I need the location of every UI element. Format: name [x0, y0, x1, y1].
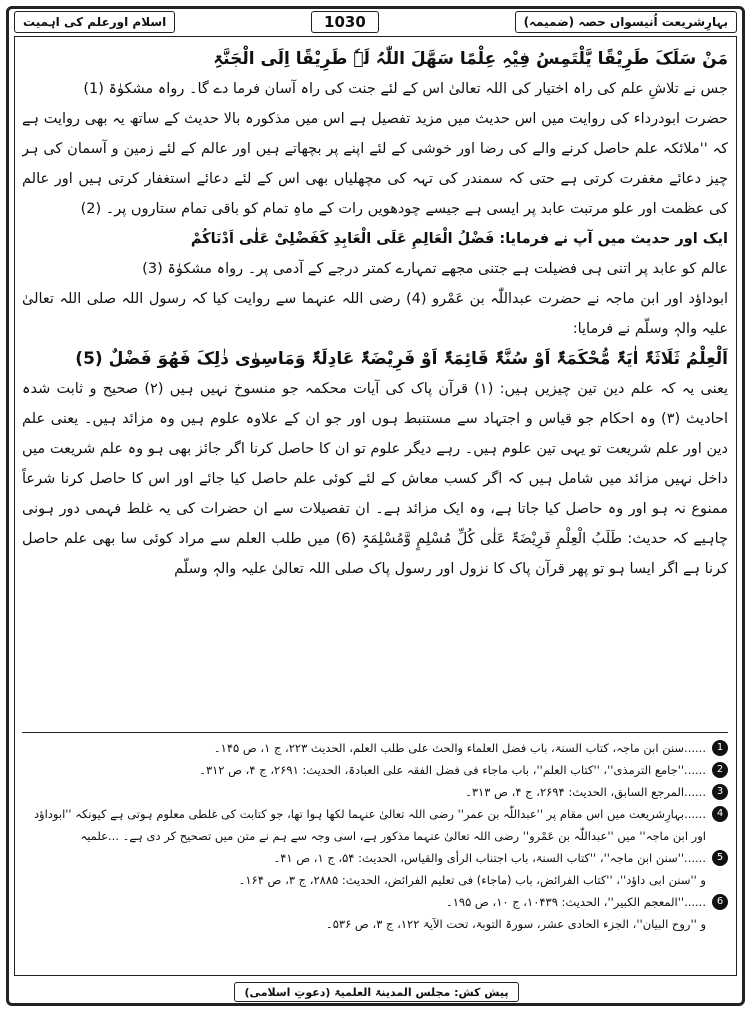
footnote-text: و ''سنن ابی داؤد''، ''کتاب الفرائض، باب (ماجاء) فی تعلیم الفرائض، الحدیث: ۲۸۸۵، ج ۳، ص ۱۶۴۔	[238, 873, 706, 887]
footnotes	[22, 737, 728, 969]
translation-1: جس نے تلاشِ علم کی راہ اختیار کی اللہ تعالیٰ اس کے لئے جنت کی راہ آسان فرما دے گا۔ رواہ مشکوٰۃ (1)	[83, 81, 728, 97]
footnote-text: ......''المعجم الکبیر''، الحدیث: ۱۰۴۳۹، ج ۱۰، ص ۱۹۵۔	[445, 895, 706, 909]
footnote-number: 1	[712, 740, 728, 756]
footnote	[22, 737, 728, 759]
footnote-divider	[22, 732, 728, 733]
paragraph-ibn-majah: ابوداؤد اور ابن ماجہ نے حضرت عبداللّٰہ بن عَمْرو (4) رضی اللہ عنہما سے روایت کیا کہ رسول اللہ صلی اللہ تعالیٰ علیہ والہٖ وسلّم نے فرمایا:	[22, 291, 728, 337]
footnote-number: 2	[712, 762, 728, 778]
footnote-number: 3	[712, 784, 728, 800]
footnote-number: 4	[712, 806, 728, 822]
main-text	[22, 44, 728, 729]
page-footer	[0, 982, 753, 1002]
footnote	[22, 803, 728, 847]
footnote	[22, 847, 728, 869]
footnote-number: 5	[712, 850, 728, 866]
footnote-number: 6	[712, 894, 728, 910]
footnote-text: ......''سنن ابن ماجہ''، ''کتاب السنۃ، باب اجتناب الرأی والقیاس، الحدیث: ۵۴، ج ۱، ص ۴۱۔	[273, 851, 706, 865]
footnote-text: ......سنن ابن ماجہ، کتاب السنۃ، باب فضل العلماء والحث علی طلب العلم، الحدیث ۲۲۳، ج ۱، ص ۱۴۵۔	[213, 741, 706, 755]
translation-2: عالم کو عابد پر اتنی ہی فضیلت ہے جتنی مجھے تمہارے کمتر درجے کے آدمی پر۔ رواہ مشکوٰۃ (3)	[142, 261, 728, 277]
footnote-text: و ''روح البیان''، الجزء الحادی عشر، سورۃ التوبۃ، تحت الآیۃ ۱۲۲، ج ۳، ص ۵۳۶۔	[325, 917, 706, 931]
explanation-paragraph: یعنی یہ کہ علم دین تین چیزیں ہیں: (۱) قرآن پاک کی آیات محکمہ جو منسوخ نہیں ہیں (۲) صحیح و ثابت شدہ احادیث (۳) وہ احکام جو قیاس و اجتہاد سے مستنبط ہوں اور جو ان کے علاوہ علوم ہیں وہ مزائد ہیں۔ یعنی علم دین اور علم شریعت تو یہی تین علوم ہیں۔ رہے دیگر علوم تو ان کا حاصل کرنا اگر جائز بھی ہو وہ علم شریعت میں داخل نہیں مزائد میں شامل ہیں کہ اگر کسب معاش کے لئے کوئی علم حاصل کیا جائے اور اس کا حاصل کرنا شرعاً ممنوع نہ ہو اور وہ حاصل کیا جاتا ہے، وہ ایک مزائد ہے۔ ان تفصیلات سے ان حضرات کی یہ غلط فہمی دور ہونی چاہیے کہ حدیث: طَلَبُ الْعِلْمِ فَرِیْضَۃٌ عَلٰی کُلِّ مُسْلِمٍ وَّمُسْلِمَۃٍ (6) میں طلب العلم سے مراد کوئی سا بھی علم حاصل کرنا ہے اگر ایسا ہو تو پھر قرآن پاک کا نزول اور رسول پاک صلی اللہ تعالیٰ علیہ والہٖ وسلّم	[22, 381, 728, 577]
footnote	[22, 891, 728, 913]
publisher-label: پیش کش: مجلس المدینۃ العلمیۃ (دعوتِ اسلامی)	[234, 982, 520, 1002]
hadith-arabic-1: مَنْ سَلَکَ طَرِیْقًا یَّلْتَمِسُ فِیْہِ عِلْمًا سَھَّلَ اللّٰہُ لَہٗ طَرِیْقًا اِلَی الْجَنَّۃِ	[213, 49, 728, 69]
footnote-text: ......بہارِشریعت میں اس مقام پر ''عبداللّٰہ بن عمر'' رضی اللہ تعالیٰ عنہما لکھا ہوا تھا، جو کتابت کی غلطی معلوم ہوتی ہے کیونکہ ''ابوداؤد اور ابن ماجہ'' میں ''عبداللّٰہ بن عَمْرو'' رضی اللہ تعالیٰ عنہما مذکور ہے، اسی وجہ سے ہم نے متن میں تصحیح کر دی ہے۔ ...علمیہ	[33, 807, 706, 843]
footnote	[22, 759, 728, 781]
footnote-continuation	[22, 869, 728, 891]
page-number: 1030	[311, 11, 379, 33]
footnote	[22, 781, 728, 803]
book-title: بہارِشریعت اُنیسواں حصہ (ضمیمہ)	[515, 11, 737, 33]
footnote-continuation	[22, 913, 728, 935]
paragraph-abu-darda: حضرت ابودرداء کی روایت میں اس حدیث میں مزید تفصیل ہے اس میں مذکورہ بالا حدیث کے ساتھ یہ بھی روایت ہے کہ ''ملائکہ علم حاصل کرنے والے کی رضا اور خوشی کے لئے اپنے پر بچھاتے ہیں اور عالم کے لئے زمین و آسمان کی ہر چیز دعائے مغفرت کرتی ہے حتی کہ سمندر کی تہہ کی مچھلیاں بھی اس کے لئے دعائے استغفار کرتی ہیں اور عالم کی عظمت اور علو مرتبت عابد پر ایسی ہے جیسے چودھویں رات کے ماہِ تمام کو باقی تمام ستاروں پر۔ (2)	[22, 111, 728, 217]
hadith-arabic-3: اَلْعِلْمُ ثَلَاثَۃٌ اٰیَۃٌ مُّحْکَمَۃٌ اَوْ سُنَّۃٌ قَائِمَۃٌ اَوْ فَرِیْضَۃٌ عَادِلَۃٌ وَمَاسِوٰی ذٰلِکَ فَھُوَ فَضْلٌ (5)	[75, 349, 728, 369]
hadith-arabic-2: ایک اور حدیث میں آپ نے فرمایا: فَضْلُ الْعَالِمِ عَلَی الْعَابِدِ کَفَضْلِیْ عَلٰی اَدْنَاکُمْ	[190, 231, 728, 247]
footnote-text: ......''جامع الترمذی''، ''کتاب العلم''، باب ماجاء فی فضل الفقہ علی العبادۃ، الحدیث: ۲۶۹۱، ج ۴، ص ۳۱۲۔	[199, 763, 706, 777]
footnote-text: ......المرجع السابق، الحدیث: ۲۶۹۴، ج ۴، ص ۳۱۳۔	[465, 785, 706, 799]
chapter-title: اسلام اورعلم کی اہمیت	[14, 11, 175, 33]
page-header	[14, 10, 737, 34]
